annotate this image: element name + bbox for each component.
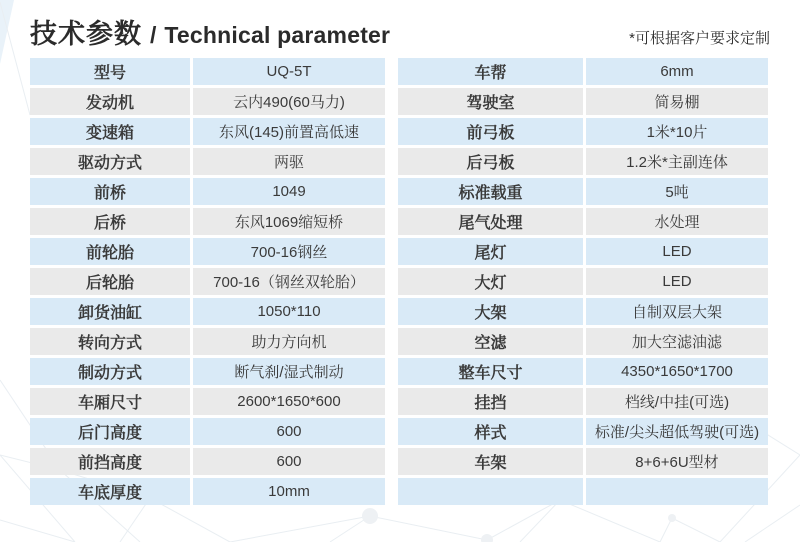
table-row <box>398 358 768 385</box>
row-label: 样式 <box>398 418 583 445</box>
row-label: 车架 <box>398 448 583 475</box>
table-row <box>30 58 385 85</box>
table-row <box>398 268 768 295</box>
row-value: 600 <box>193 448 385 475</box>
row-label: 前挡高度 <box>30 448 190 475</box>
row-value: 两驱 <box>193 148 385 175</box>
table-row <box>30 148 385 175</box>
row-value: 1.2米*主副连体 <box>586 148 768 175</box>
table-row <box>30 358 385 385</box>
spec-table-left <box>30 58 385 505</box>
row-label: 标准载重 <box>398 178 583 205</box>
row-label: 前轮胎 <box>30 238 190 265</box>
table-row <box>30 118 385 145</box>
row-label: 整车尺寸 <box>398 358 583 385</box>
row-value: 档线/中挂(可选) <box>586 388 768 415</box>
row-label: 型号 <box>30 58 190 85</box>
row-value: 10mm <box>193 478 385 505</box>
row-value: 5吨 <box>586 178 768 205</box>
table-row <box>30 208 385 235</box>
row-value: 1050*110 <box>193 298 385 325</box>
row-value: 助力方向机 <box>193 328 385 355</box>
row-value: 600 <box>193 418 385 445</box>
row-value: 2600*1650*600 <box>193 388 385 415</box>
row-label <box>398 478 583 505</box>
row-label: 尾气处理 <box>398 208 583 235</box>
row-value: 4350*1650*1700 <box>586 358 768 385</box>
row-label: 变速箱 <box>30 118 190 145</box>
row-value: UQ-5T <box>193 58 385 85</box>
row-label: 制动方式 <box>30 358 190 385</box>
table-row <box>30 178 385 205</box>
table-row <box>30 268 385 295</box>
row-value: 加大空滤油滤 <box>586 328 768 355</box>
table-row <box>398 298 768 325</box>
table-row <box>398 238 768 265</box>
row-label: 车厢尺寸 <box>30 388 190 415</box>
row-value: 水处理 <box>586 208 768 235</box>
row-label: 转向方式 <box>30 328 190 355</box>
table-row <box>398 148 768 175</box>
table-row <box>398 208 768 235</box>
row-label: 发动机 <box>30 88 190 115</box>
row-label: 驾驶室 <box>398 88 583 115</box>
row-label: 卸货油缸 <box>30 298 190 325</box>
row-label: 后门高度 <box>30 418 190 445</box>
row-label: 空滤 <box>398 328 583 355</box>
row-label: 大灯 <box>398 268 583 295</box>
row-value: 1米*10片 <box>586 118 768 145</box>
row-label: 车底厚度 <box>30 478 190 505</box>
row-label: 前弓板 <box>398 118 583 145</box>
row-value: 简易棚 <box>586 88 768 115</box>
row-label: 前桥 <box>30 178 190 205</box>
table-row <box>398 448 768 475</box>
table-row <box>30 88 385 115</box>
table-row <box>398 418 768 445</box>
table-row <box>30 418 385 445</box>
table-row <box>30 388 385 415</box>
row-label: 后轮胎 <box>30 268 190 295</box>
row-value: 云内490(60马力) <box>193 88 385 115</box>
row-label: 尾灯 <box>398 238 583 265</box>
row-label: 驱动方式 <box>30 148 190 175</box>
row-value: 700-16钢丝 <box>193 238 385 265</box>
customization-note: *可根据客户要求定制 <box>629 30 770 47</box>
table-row <box>398 58 768 85</box>
table-row <box>398 328 768 355</box>
page-title-en: Technical parameter <box>164 22 391 48</box>
row-value: LED <box>586 238 768 265</box>
row-value: LED <box>586 268 768 295</box>
row-value: 700-16（钢丝双轮胎） <box>193 268 385 295</box>
row-value: 1049 <box>193 178 385 205</box>
page-title <box>30 12 390 51</box>
table-row <box>398 478 768 505</box>
row-label: 后弓板 <box>398 148 583 175</box>
table-row <box>30 478 385 505</box>
row-value: 8+6+6U型材 <box>586 448 768 475</box>
table-row <box>30 238 385 265</box>
row-value <box>586 478 768 505</box>
row-value: 东风1069缩短桥 <box>193 208 385 235</box>
row-value: 标准/尖头超低驾驶(可选) <box>586 418 768 445</box>
table-row <box>30 328 385 355</box>
page-title-zh: 技术参数 <box>30 19 142 49</box>
row-label: 挂挡 <box>398 388 583 415</box>
table-row <box>398 388 768 415</box>
row-label: 后桥 <box>30 208 190 235</box>
header <box>30 12 770 51</box>
table-row <box>398 118 768 145</box>
table-row <box>398 178 768 205</box>
row-value: 东风(145)前置高低速 <box>193 118 385 145</box>
row-label: 大架 <box>398 298 583 325</box>
row-value: 自制双层大架 <box>586 298 768 325</box>
table-row <box>398 88 768 115</box>
row-value: 断气刹/湿式制动 <box>193 358 385 385</box>
table-row <box>30 448 385 475</box>
spec-table-right <box>398 58 768 505</box>
page-title-divider: / <box>150 22 157 48</box>
row-label: 车帮 <box>398 58 583 85</box>
table-row <box>30 298 385 325</box>
row-value: 6mm <box>586 58 768 85</box>
